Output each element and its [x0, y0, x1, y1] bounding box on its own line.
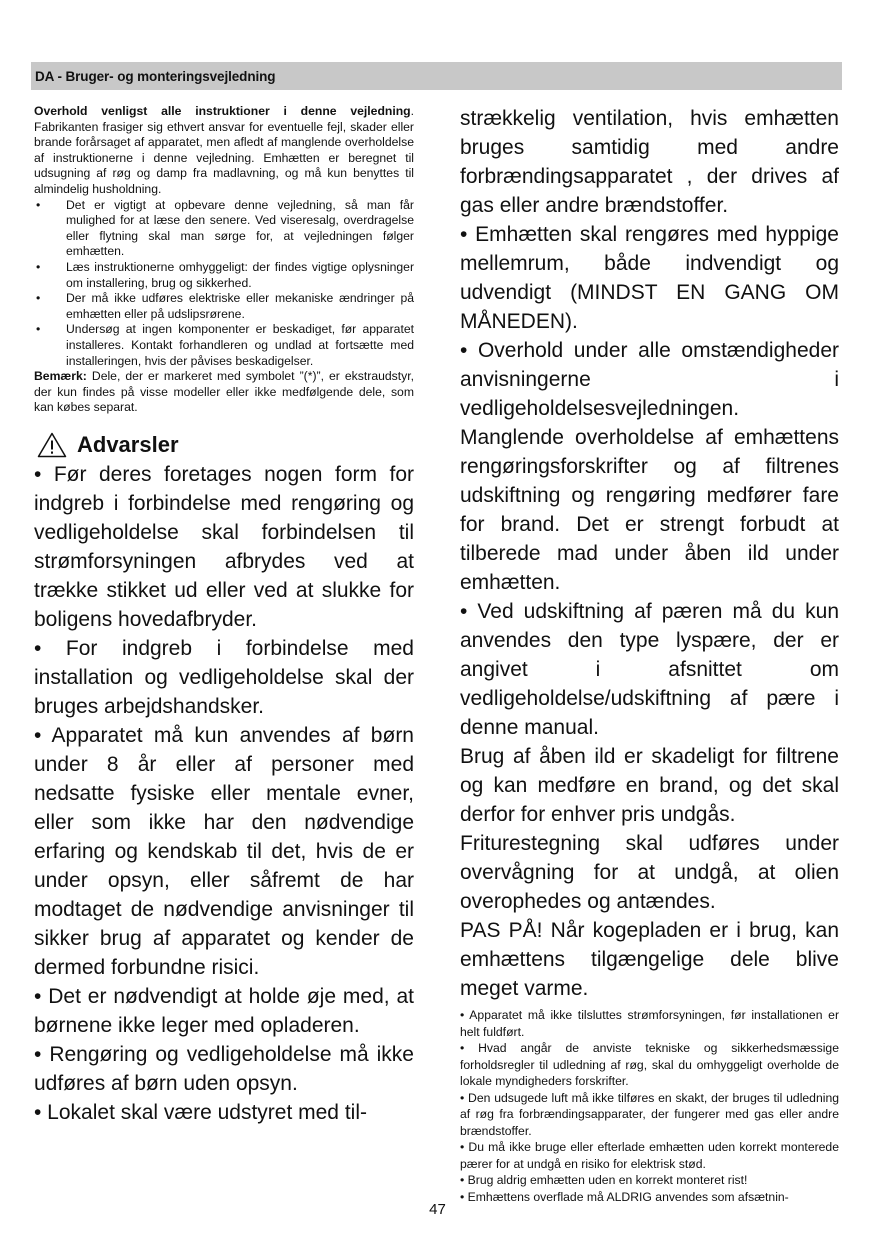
right-paragraph: Brug af åben ild er skadeligt for filtrene og kan medføre en brand, og det skal derfor for enhver pris undgås.: [460, 745, 839, 826]
note-paragraph: [34, 369, 414, 416]
warnings-heading: [34, 432, 414, 458]
warnings-title: Advarsler: [77, 431, 179, 457]
list-item: [34, 198, 414, 260]
note-text: Dele, der er markeret med symbolet ”(*)”, er ekstraudstyr, der kun findes på visse modeller eller ikke medfølgende dele, som kan købes separat.: [34, 369, 414, 415]
right-paragraph: Manglende overholdelse af emhættens rengøringsforskrifter og af filtrenes udskiftning og rengøring medfører fare for brand. Det er strengt forbudt at tilberede mad under åben ild under emhætten.: [460, 426, 839, 594]
section-header-bar: [31, 62, 842, 90]
warning-paragraph: • Rengøring og vedligeholdelse må ikke udføres af børn uden opsyn.: [34, 1042, 414, 1095]
list-item-text: Det er vigtigt at opbevare denne vejledning, så man får mulighed for at læse den senere. Ved viseresalg, overdragelse eller flytning skal man sørge for, at vejledningen følger emhætten.: [66, 197, 414, 259]
right-paragraph: Friturestegning skal udføres under overvågning for at undgå, at olien overophedes og antændes.: [460, 832, 839, 913]
warning-icon: [37, 432, 67, 458]
bullet-dot: •: [36, 322, 41, 337]
list-item-text: Læs instruktionerne omhyggeligt: der findes vigtige oplysninger om installering, brug og sikkerhed.: [66, 259, 414, 290]
right-small-paragraph: • Du må ikke bruge eller efterlade emhætten uden korrekt monterede pærer for at undgå en risiko for elektrisk stød.: [460, 1140, 839, 1171]
right-paragraph: PAS PÅ! Når kogepladen er i brug, kan emhættens tilgængelige dele blive meget varme.: [460, 919, 839, 1000]
right-small-paragraph: • Den udsugede luft må ikke tilføres en skakt, der bruges til udledning af røg fra forbrændingsapparater, der fungerer med gas eller andre brændstoffer.: [460, 1090, 839, 1138]
list-item: [34, 260, 414, 291]
list-item: [34, 322, 414, 369]
section-header-title: DA - Bruger- og monteringsvejledning: [35, 68, 276, 84]
bullet-dot: •: [36, 259, 41, 274]
list-item: [34, 291, 414, 322]
warning-paragraph: • Apparatet må kun anvendes af børn under 8 år eller af personer med nedsatte fysiske eller mentale evner, eller som ikke har den nødvendige erfaring og kendskab til det, hvis de er under opsyn, eller såfremt de har modtaget de nødvendige anvisninger til sikker brug af apparatet og kender de dermed forbundne risici.: [34, 723, 414, 979]
intro-paragraph: [34, 104, 414, 198]
right-paragraph: strækkelig ventilation, hvis emhætten bruges samtidig med andre forbrændingsapparatet , der drives af gas eller andre brændstoffer.: [460, 107, 839, 217]
left-column: [34, 104, 414, 1127]
right-column: [460, 104, 839, 1205]
right-small-paragraph: • Brug aldrig emhætten uden en korrekt monteret rist!: [460, 1173, 748, 1187]
instruction-list: [34, 198, 414, 370]
intro-text: . Fabrikanten frasiger sig ethvert ansvar for eventuelle fejl, skader eller brande forårsaget af apparatet, men afledt af manglende overholdelse af instruktionerne i denne vejledning. Emhætten er beregnet til udsugning af røg og damp fra madlavning, og må kun benyttes til almindelig husholdning.: [34, 104, 414, 196]
right-small-paragraph: • Emhættens overflade må ALDRIG anvendes som afsætnin-: [460, 1189, 789, 1204]
warning-paragraph: • For indgreb i forbindelse med installation og vedligeholdelse skal der bruges arbejdshandsker.: [34, 636, 414, 718]
page-number: 47: [429, 1201, 446, 1218]
warning-paragraph: • Det er nødvendigt at holde øje med, at børnene ikke leger med opladeren.: [34, 984, 414, 1037]
bullet-dot: •: [36, 197, 41, 212]
list-item-text: Der må ikke udføres elektriske eller mekaniske ændringer på emhætten eller på udslipsrørene.: [66, 291, 414, 321]
warning-paragraph: • Før deres foretages nogen form for indgreb i forbindelse med rengøring og vedligeholdelse skal forbindelsen til strømforsyningen afbrydes ved at trække stikket ud eller ved at slukke for boligens hovedafbryder.: [34, 462, 414, 631]
note-label: Bemærk:: [34, 369, 87, 384]
warning-paragraph: • Lokalet skal være udstyret med til-: [34, 1100, 367, 1124]
list-item-text: Undersøg at ingen komponenter er beskadiget, før apparatet installeres. Kontakt forhandleren og undlad at fortsætte med installeringen, hvis der påvises beskadigelser.: [66, 322, 414, 368]
right-paragraph: • Overhold under alle omstændigheder anvisningerne i vedligeholdelsesvejledningen.: [460, 339, 839, 420]
right-small-paragraph: • Hvad angår de anviste tekniske og sikkerhedsmæssige forholdsregler til udledning af røg, skal du omhyggeligt overholde de lokale myndigheders forskrifter.: [460, 1041, 839, 1088]
right-small-paragraph: • Apparatet må ikke tilsluttes strømforsyningen, før installationen er helt fuldført.: [460, 1008, 839, 1039]
right-paragraph: • Ved udskiftning af pæren må du kun anvendes den type lyspære, der er angivet i afsnittet om vedligeholdelse/udskiftning af pære i denne manual.: [460, 600, 839, 739]
bullet-dot: •: [36, 291, 41, 306]
intro-bold: Overhold venligst alle instruktioner i denne vejledning: [34, 104, 411, 118]
right-paragraph: • Emhætten skal rengøres med hyppige mellemrum, både indvendigt og udvendigt (MINDST EN GANG OM MÅNEDEN).: [460, 223, 839, 333]
